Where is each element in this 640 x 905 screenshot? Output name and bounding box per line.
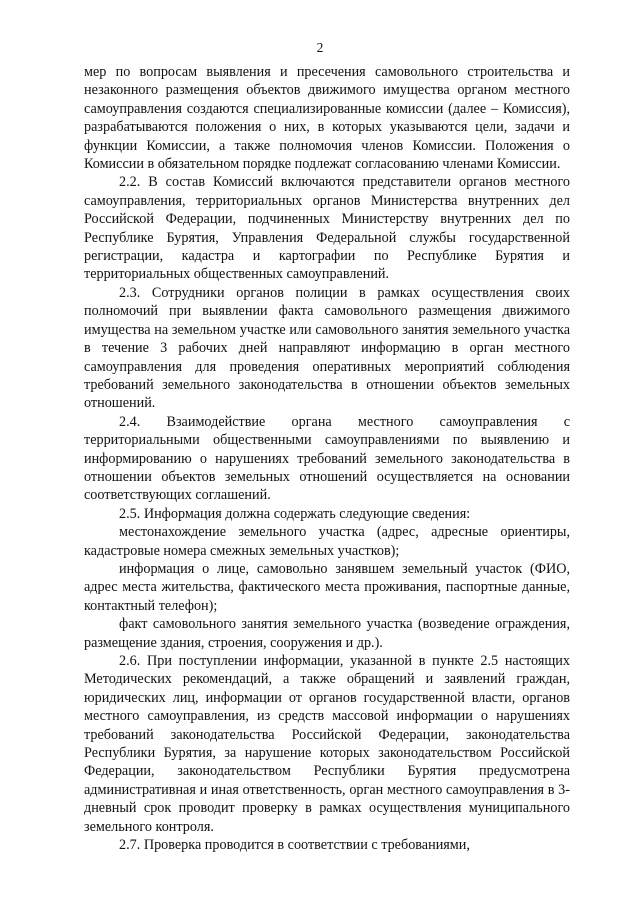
paragraph: 2.3. Сотрудники органов полиции в рамках осуществления своих полномочий при выявлении факта самовольного размещения движимого имущества на земельном участке или самовольного занятия земельного участка в течение 3 рабочих дней направляют информацию в орган местного самоуправления для проведения оперативных мероприятий соблюдения требований земельного законодательства в отношении объектов земельных отношений. [84, 284, 570, 412]
paragraph: 2.5. Информация должна содержать следующие сведения: [119, 505, 471, 522]
paragraph: местонахождение земельного участка (адрес, адресные ориентиры, кадастровые номера смежных земельных участков); [84, 524, 570, 559]
paragraph: 2.7. Проверка проводится в соответствии с требованиями, [119, 837, 470, 854]
page-number: 2 [316, 40, 324, 55]
paragraph: факт самовольного занятия земельного участка (возведение ограждения, размещение здания, строения, сооружения и др.). [84, 616, 570, 651]
paragraph: 2.6. При поступлении информации, указанной в пункте 2.5 настоящих Методических рекомендаций, а также обращений и заявлений граждан, юридических лиц, информации от органов государственной власти, органов местного самоуправления, из средств массовой информации о нарушениях требований законодательства Российской Федерации, законодательства Республики Бурятия, за нарушение которых законодательством Российской Федерации, законодательством Республики Бурятия предусмотрена административная и иная ответственность, орган местного самоуправления в 3-дневный срок проводит проверку в рамках осуществления муниципального земельного контроля. [84, 653, 570, 835]
document-body [84, 63, 570, 854]
paragraph: мер по вопросам выявления и пресечения самовольного строительства и незаконного размещения объектов движимого имущества органом местного самоуправления создаются специализированные комиссии (далее – Комиссия), разрабатываются положения о них, в которых указываются цели, задачи и функции Комиссии, а также полномочия членов Комиссии. Положения о Комиссии в обязательном порядке подлежат согласованию членами Комиссии. [84, 64, 570, 173]
paragraph: информация о лице, самовольно занявшем земельный участок (ФИО, адрес места жительства, фактического места проживания, паспортные данные, контактный телефон); [84, 560, 570, 614]
paragraph: 2.2. В состав Комиссий включаются представители органов местного самоуправления, территориальных органов Министерства внутренних дел Российской Федерации, подчиненных Министерству внутренних дел по Республике Бурятия, Управления Федеральной службы государственной регистрации, кадастра и картографии по Республике Бурятия и территориальных общественных самоуправлений. [84, 174, 570, 283]
paragraph: 2.4. Взаимодействие органа местного самоуправления с территориальными общественными самоуправлениями по выявлению и информированию о нарушениях требований земельного законодательства в отношении объектов земельных отношений осуществляется на основании соответствующих соглашений. [84, 413, 570, 504]
